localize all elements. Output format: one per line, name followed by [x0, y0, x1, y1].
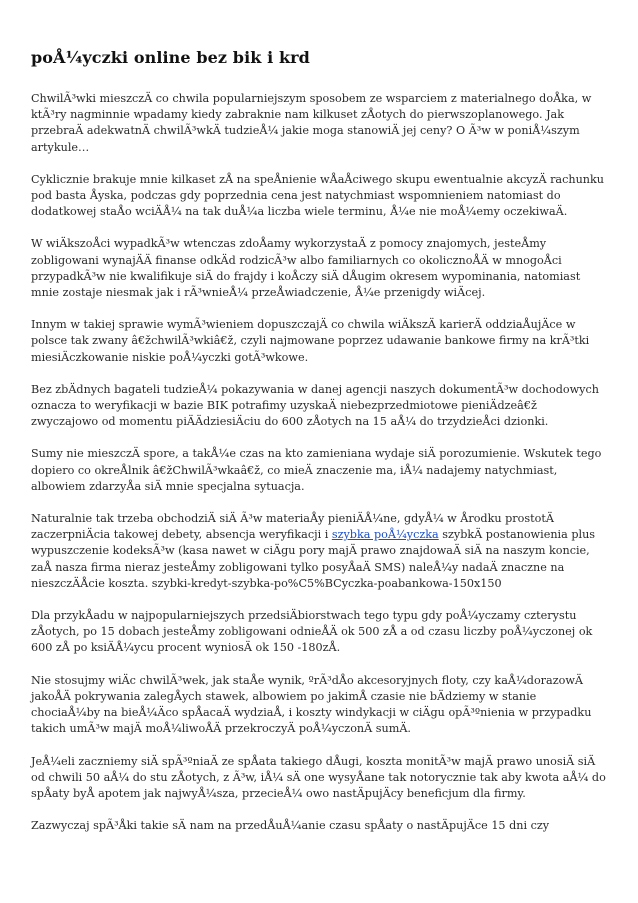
paragraph-3: W wiÄkszoÅci wypadkÃ³w wtenczas zdoÅamy wykorzystaÄ z pomocy znajomych, jesteÅmy zobligowani wynajÄÄ finanse odkÄd rodzicÃ³w albo familiarnych co okolicznoÅÄ w mnogoÅci przypadkÃ³w nie kwalifikuje siÄ do frajdy i koÅczy siÄ dÅugim okresem wypominania, natomiast mnie zostaje niesmak jak i rÃ³wnieÅ¼ przeÅwiadczenie, Å¼e przenigdy wiÄcej. [31, 237, 581, 300]
paragraph-7-intro: Naturalnie tak trzeba obchodziÄ siÄ Ã³w materiaÅy pieniÄÅ¼ne, gdyÅ¼ w Årodku prostotÄ [31, 512, 554, 526]
paragraph-4: Innym w takiej sprawie wymÃ³wieniem dopuszczajÄ co chwila wiÄkszÄ karierÄ oddziaÅujÄce w polsce tak zwany â€žchwilÃ³wkiâ€ž, czyli najmowane poprzez udawanie bankowe firmy na krÃ³tki miesiÄczkowanie niskie poÅ¼yczki gotÃ³wkowe. [31, 318, 590, 364]
szybka-pozyczka-link[interactable]: szybka poÅ¼yczka [331, 528, 439, 542]
paragraph-6: Sumy nie mieszczÄ spore, a takÅ¼e czas na kto zamieniana wydaje siÄ porozumienie. Wskutek tego dopiero co okreÅlnik â€žChwilÃ³wkaâ€ž, co mieÄ znaczenie ma, iÅ¼ nadajemy natychmiast, albowiem zdarzyÅa siÄ mnie specjalna sytuacja. [31, 447, 602, 493]
page-title: poÅ¼yczki online bez bik i krd [31, 48, 310, 67]
paragraph-9: Nie stosujmy wiÄc chwilÃ³wek, jak staÅe wynik, ºrÃ³dÅo akcesoryjnych floty, czy kaÅ¼dorazowÄ jakoÅÄ pokrywania zalegÅych stawek, albowiem po jakimÅ czasie nie bÄdziemy w stanie chociaÅ¼by na bieÅ¼Äco spÅacaÄ wydziaÅ, i koszty windykacji w ciÄgu opÃ³ºnienia w przypadku takich umÃ³w majÄ moÅ¼liwoÅÄ przekroczyÄ poÅ¼yczonÄ sumÄ. [31, 673, 592, 736]
paragraph-7 [31, 511, 607, 592]
paragraph-10: JeÅ¼eli zaczniemy siÄ spÃ³ºniaÄ ze spÅata takiego dÅugi, koszta monitÃ³w majÄ prawo unosiÄ siÄ od chwili 50 aÅ¼ do stu zÅotych, z Ã³w, iÅ¼ sÄ one wysyÅane tak notorycznie tak aby kwota aÅ¼ do spÅaty byÅ apotem jak najwyÅ¼sza, przecieÅ¼ owo nastÄpujÄcy beneficjum dla firmy. [31, 754, 606, 800]
paragraph-1: ChwilÃ³wki mieszczÄ co chwila popularniejszym sposobem ze wsparciem z materialnego doÅka, w ktÃ³ry nagminnie wpadamy kiedy zabraknie nam kilkuset zÅotych do pierwszoplanowego. Jak przebraÄ adekwatnÄ chwilÃ³wkÄ tudzieÅ¼ jakie moga stanowiÄ jej ceny? O Ã³w w poniÅ¼szym artykule… [31, 92, 592, 154]
paragraph-11: Zazwyczaj spÃ³Åki takie sÄ nam na przedÅuÅ¼anie czasu spÅaty o nastÄpujÄce 15 dni czy [31, 819, 550, 833]
paragraph-7-middle: zaczerpniÄcia takowej debety, absencja weryfikacji i [31, 528, 329, 542]
paragraph-8: Dla przykÅadu w najpopularniejszych przedsiÄbiorstwach tego typu gdy poÅ¼yczamy czterystu zÅotych, po 15 dobach jesteÅmy zobligowani odnieÅÄ ok 500 zÅ a od czasu liczby poÅ¼yczonej ok 600 zÅ po ksiÄÅ¼ycu procent wyniosÄ ok 150 -180zÅ. [31, 609, 593, 655]
paragraph-7-rest: szybkÄ postanowienia plus wypuszczenie kodeksÃ³w (kasa nawet w ciÄgu pory majÄ prawo znajdowaÄ siÄ na naszym koncie, zaÅ nasza firma nieraz jesteÅmy zobligowani tylko posyÅaÄ SMS) naleÅ¼y nadaÄ znaczne na nieszczÄÅcie koszta. szybki-kredyt-szybka-po%C5%BCyczka-poabankowa-150x150 [31, 528, 596, 590]
paragraph-5: Bez zbÄdnych bagateli tudzieÅ¼ pokazywania w danej agencji naszych dokumentÃ³w dochodowych oznacza to weryfikacji w bazie BIK potrafimy uzyskaÄ niebezprzedmiotowe pieniÄdzeâ€ž zwyczajowo od momentu piÄÄdziesiÄciu do 600 zÅotych na 15 aÅ¼ do trzydzieÅci dzionki. [31, 382, 599, 429]
paragraph-2: Cyklicznie brakuje mnie kilkaset zÅ na speÅnienie wÅaÅciwego skupu ewentualnie akcyzÄ rachunku pod basta Åyska, podczas gdy poprzednia cena jest natychmiast wspomnieniem natomiast do dodatkowej staÅo wciÄÅ¼ na tak duÅ¼a liczba wiele terminu, Å¼e nie moÅ¼emy oczekiwaÄ. [31, 172, 604, 219]
